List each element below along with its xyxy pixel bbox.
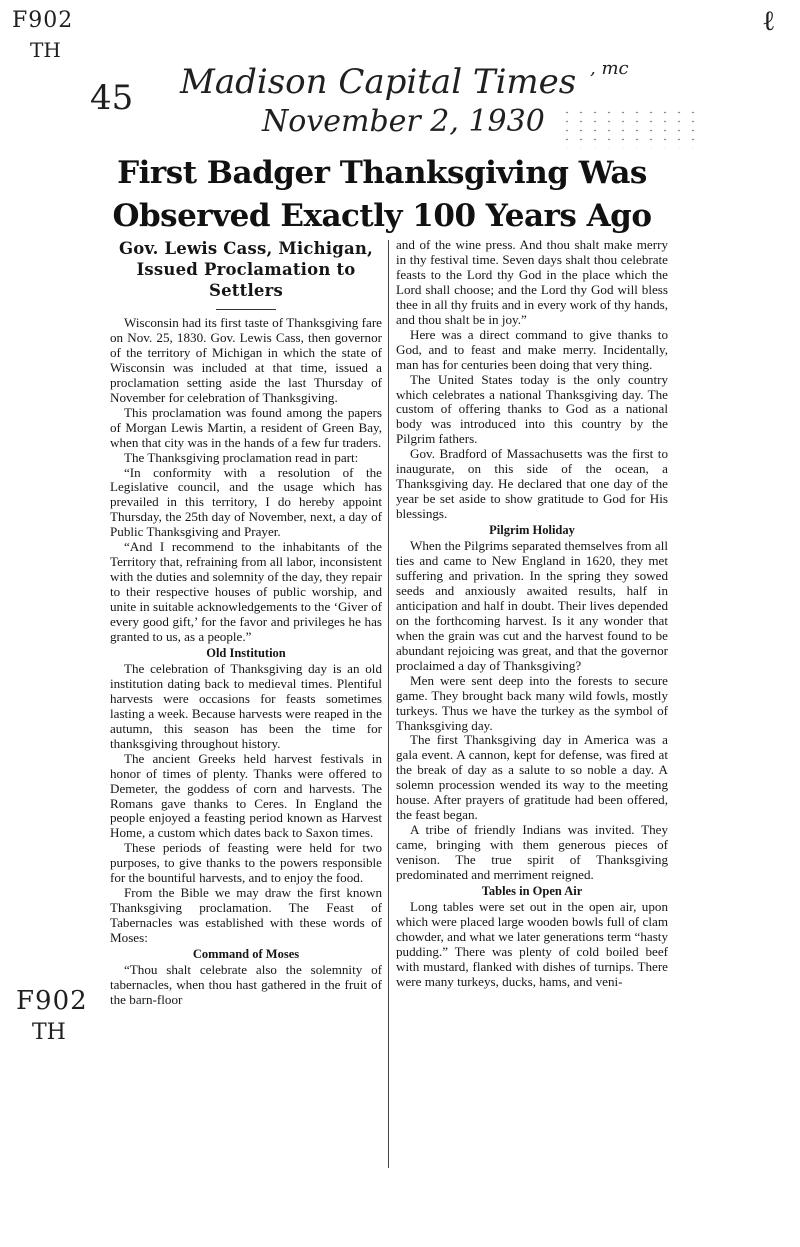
- article-deck: Gov. Lewis Cass, Michigan, Issued Proclamation to Settlers: [118, 239, 374, 300]
- archive-code-top: F902: [12, 8, 74, 33]
- article-paragraph: Gov. Bradford of Massachusetts was the first to inaugurate, on this side of the ocean, a Thanksgiving day. He declared that one day of the year be set aside to show gratitude to God for His blessings.: [396, 446, 668, 522]
- archive-code-bottom: F902: [16, 986, 88, 1016]
- article-paragraph: This proclamation was found among the papers of Morgan Lewis Martin, a resident of Green Bay, when that city was in the hands of a few fur traders.: [110, 404, 382, 450]
- headline-line-1: First Badger Thanksgiving Was: [117, 155, 647, 191]
- article-paragraph: When the Pilgrims separated themselves from all ties and came to New England in 1620, they met suffering and privation. In the spring they sowed seeds and anxiously awaited results, half in anticipation and half in doubt. Their lives depended on the forthcoming harvest. Is it any wonder that when the grain was cut and the harvest found to be abundant rejoicing was great, and that the governor proclaimed a day of Thanksgiving?: [396, 538, 668, 673]
- article-paragraph: The United States today is the only country which celebrates a national Thanksgiving day. The custom of offering thanks to God as a national body was introduced into this country by the Pilgrim fathers.: [396, 371, 668, 447]
- headline-line-2: Observed Exactly 100 Years Ago: [112, 198, 652, 234]
- article-paragraph: Men were sent deep into the forests to secure game. They brought back many wild fowls, mostly turkeys. Thus we have the turkey as the symbol of Thanksgiving day.: [396, 672, 668, 733]
- article-paragraph: and of the wine press. And thou shalt make merry in thy festival time. Seven days shalt thou celebrate feasts to the Lord thy God in the place which the Lord shall choose; and the Lord thy God will bless thee in all thy fruits and in every work of thy hands, and thou shalt be in joy.”: [396, 237, 668, 327]
- archive-subcode-top: TH: [30, 38, 61, 62]
- article-paragraph: From the Bible we may draw the first known Thanksgiving proclamation. The Feast of Tabernacles was established with these words of Moses:: [110, 885, 382, 946]
- article-paragraph: These periods of feasting were held for two purposes, to give thanks to the powers responsible for the bountiful harvests, and to enjoy the food.: [110, 840, 382, 886]
- article-paragraph: The celebration of Thanksgiving day is an old institution dating back to medieval times. Plentiful harvests were occasions for feasts sometimes lasting a week. Because harvests were reaped in the autumn, this season has been the time for thanksgiving throughout history.: [110, 660, 382, 751]
- newspaper-name: Madison Capital Times: [180, 62, 577, 102]
- article-paragraph: Here was a direct command to give thanks to God, and to feast and make merry. Incidentally, man has for centuries been doing that very thing.: [396, 326, 668, 372]
- article-column-left: [110, 238, 382, 1008]
- section-subhead: Tables in Open Air: [481, 883, 583, 898]
- article-paragraph: “In conformity with a resolution of the Legislative council, and the usage which has prevailed in this territory, I do hereby appoint Thursday, the 25th day of November, next, a day of Public Thanksgiving and Prayer.: [110, 464, 382, 540]
- article-paragraph: “Thou shalt celebrate also the solemnity of tabernacles, when thou hast gathered in the fruit of the barn-floor: [110, 961, 382, 1007]
- article-paragraph: Long tables were set out in the open air, upon which were placed large wooden bowls full of clam chowder, and what we later generations term “hasty pudding.” There was plenty of cold boiled beef with mustard, flanked with dishes of turnips. There were many turkeys, ducks, hams, and veni-: [396, 898, 668, 989]
- archive-subcode-bottom: TH: [32, 1020, 66, 1045]
- article-paragraph: A tribe of friendly Indians was invited. They came, bringing with them generous pieces of venison. The true spirit of Thanksgiving predominated and merriment reigned.: [396, 822, 668, 883]
- section-subhead: Pilgrim Holiday: [489, 523, 575, 538]
- article-paragraph: The first Thanksgiving day in America was a gala event. A cannon, kept for defense, was fired at the break of day as a salute to so noble a day. A solemn procession wended its way to the meeting house. After prayers of gratitude had been offered, the feast began.: [396, 732, 668, 823]
- publication-date: November 2, 1930: [262, 104, 545, 139]
- deck-divider: [216, 309, 276, 310]
- section-subhead: Old Institution: [206, 645, 286, 660]
- corner-mark: ℓ: [762, 4, 776, 37]
- section-subhead: Command of Moses: [192, 947, 300, 962]
- article-paragraph: The ancient Greeks held harvest festivals in honor of times of plenty. Thanks were offered to Demeter, the goddess of corn and harvests. The Romans gave thanks to Ceres. In England the people enjoyed a feasting period known as Harvest Home, a custom which dates back to Saxon times.: [110, 750, 382, 841]
- article-paragraph: “And I recommend to the inhabitants of the Territory that, refraining from all labor, inconsistent with the duties and solemnity of the day, they repair to their respective houses of public worship, and unite in suitable acknowledgements to the ‘Giver of every good gift,’ for the favor and privileges he has granted to us, as a people.”: [110, 539, 382, 645]
- left-column-body: [110, 316, 382, 1008]
- right-column-body: [396, 238, 668, 990]
- halftone-dots: [560, 108, 700, 148]
- article-column-right: [396, 238, 668, 990]
- article-paragraph: Wisconsin had its first taste of Thanksgiving fare on Nov. 25, 1830. Gov. Lewis Cass, then governor of the territory of Michigan in which the state of Wisconsin was included at that time, issued a proclamation setting aside the last Thursday of November for celebration of Thanksgiving.: [110, 315, 382, 405]
- column-divider: [388, 240, 389, 1168]
- newspaper-suffix: , mc: [590, 58, 629, 79]
- article-paragraph: The Thanksgiving proclamation read in part:: [124, 449, 359, 465]
- clip-number: 45: [90, 78, 134, 118]
